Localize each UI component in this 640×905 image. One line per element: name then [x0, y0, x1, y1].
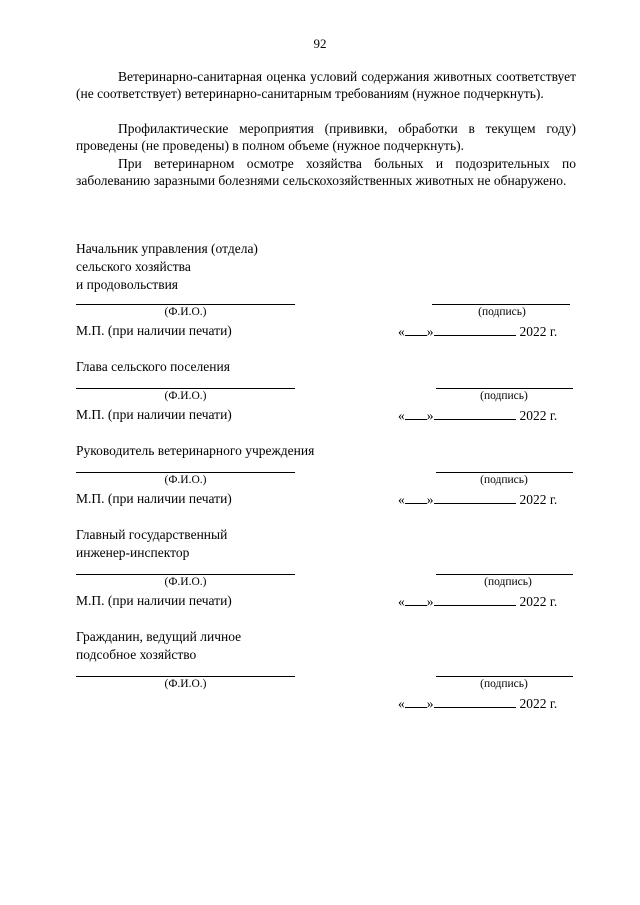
seal-note: М.П. (при наличии печати)	[76, 593, 232, 608]
signatory-title-line: Руководитель ветеринарного учреждения	[76, 443, 315, 458]
date-field	[398, 694, 557, 712]
year-label: 2022 г.	[519, 492, 558, 507]
fio-line[interactable]	[76, 388, 295, 389]
fio-line[interactable]	[76, 304, 295, 305]
fio-caption: (Ф.И.О.)	[164, 306, 207, 318]
fio-caption: (Ф.И.О.)	[164, 390, 207, 402]
date-field	[398, 322, 557, 340]
month-blank[interactable]	[434, 694, 516, 708]
signatory-title-line: подсобное хозяйство	[76, 647, 197, 662]
paragraph-sanitary-assessment: Ветеринарно-санитарная оценка условий содержания животных соответствует (не соответствует) ветеринарно-санитарным требованиям (нужное подчеркнуть).	[76, 69, 576, 101]
month-blank[interactable]	[434, 592, 516, 606]
signature-line[interactable]	[436, 574, 573, 575]
day-blank[interactable]	[405, 694, 427, 708]
fio-caption: (Ф.И.О.)	[164, 576, 207, 588]
day-blank[interactable]	[405, 322, 427, 336]
day-blank[interactable]	[405, 490, 427, 504]
signature-caption: (подпись)	[480, 474, 528, 486]
month-blank[interactable]	[434, 406, 516, 420]
fio-caption: (Ф.И.О.)	[164, 474, 207, 486]
signature-caption: (подпись)	[484, 576, 532, 588]
seal-note: М.П. (при наличии печати)	[76, 491, 232, 506]
seal-note: М.П. (при наличии печати)	[76, 407, 232, 422]
signatory-title-line: сельского хозяйства	[76, 259, 191, 274]
quote-close: »	[426, 594, 434, 609]
day-blank[interactable]	[405, 592, 427, 606]
quote-open: «	[398, 324, 405, 339]
paragraph-preventive-measures: Профилактические мероприятия (прививки, обработки в текущем году) проведены (не проведены) в полном объеме (нужное подчеркнуть).	[76, 121, 576, 153]
year-label: 2022 г.	[519, 696, 558, 711]
quote-open: «	[398, 594, 405, 609]
signatory-title-line: инженер-инспектор	[76, 545, 190, 560]
signatory-title-line: Гражданин, ведущий личное	[76, 629, 242, 644]
signature-caption: (подпись)	[480, 390, 528, 402]
date-field	[398, 592, 557, 610]
page-number: 92	[313, 36, 327, 51]
signatory-title-line: Начальник управления (отдела)	[76, 241, 258, 256]
quote-close: »	[426, 324, 434, 339]
quote-close: »	[426, 492, 434, 507]
signatory-title-line: Глава сельского поселения	[76, 359, 230, 374]
signature-line[interactable]	[436, 388, 573, 389]
quote-open: «	[398, 696, 405, 711]
seal-note: М.П. (при наличии печати)	[76, 323, 232, 338]
year-label: 2022 г.	[519, 594, 558, 609]
signatory-title-line: Главный государственный	[76, 527, 228, 542]
month-blank[interactable]	[434, 322, 516, 336]
quote-close: »	[426, 696, 434, 711]
signature-line[interactable]	[432, 304, 570, 305]
year-label: 2022 г.	[519, 324, 558, 339]
signature-line[interactable]	[436, 676, 573, 677]
quote-close: »	[426, 408, 434, 423]
signatory-title-line: и продовольствия	[76, 277, 179, 292]
year-label: 2022 г.	[519, 408, 558, 423]
signature-line[interactable]	[436, 472, 573, 473]
quote-open: «	[398, 492, 405, 507]
month-blank[interactable]	[434, 490, 516, 504]
paragraph-inspection-result: При ветеринарном осмотре хозяйства больных и подозрительных по заболеванию заразными болезнями сельскохозяйственных животных не обнаружено.	[76, 156, 576, 188]
fio-line[interactable]	[76, 472, 295, 473]
signature-caption: (подпись)	[480, 678, 528, 690]
signature-caption: (подпись)	[478, 306, 526, 318]
date-field	[398, 406, 557, 424]
day-blank[interactable]	[405, 406, 427, 420]
fio-caption: (Ф.И.О.)	[164, 678, 207, 690]
fio-line[interactable]	[76, 676, 295, 677]
date-field	[398, 490, 557, 508]
quote-open: «	[398, 408, 405, 423]
fio-line[interactable]	[76, 574, 295, 575]
